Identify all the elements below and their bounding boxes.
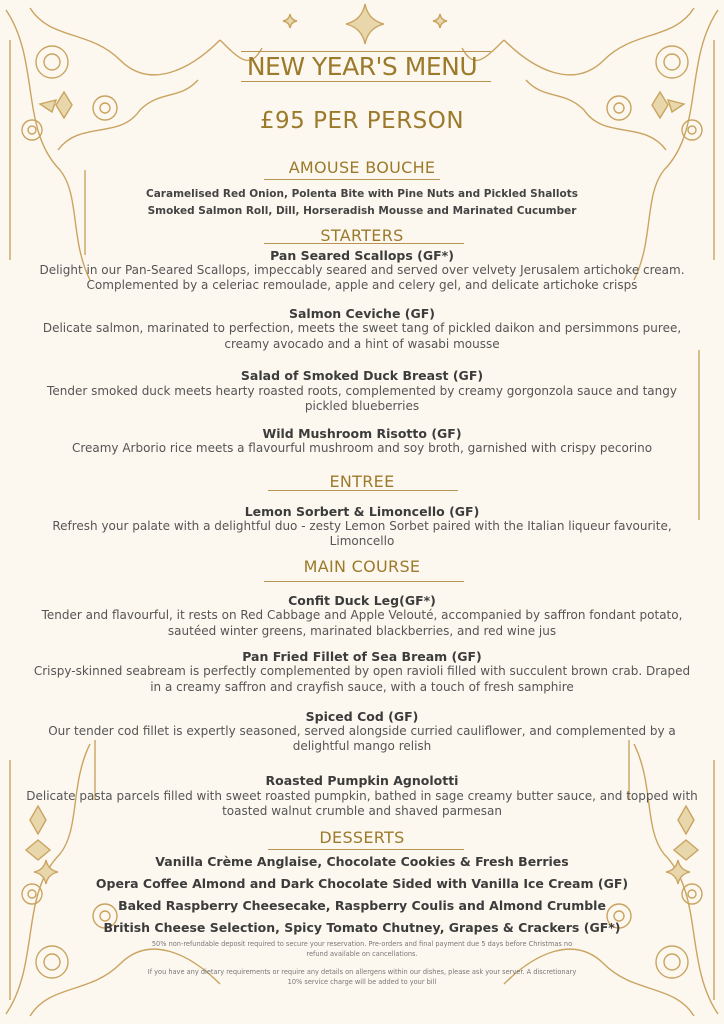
section-rule <box>268 490 458 491</box>
dish-name: Spiced Cod (GF) <box>305 709 419 724</box>
section-rule <box>264 243 464 244</box>
dish-description: Limoncello <box>329 534 395 548</box>
dish-description: Tender smoked duck meets hearty roasted roots, complemented by creamy gorgonzola sauce and tangy <box>47 384 677 398</box>
dish-name: Confit Duck Leg(GF*) <box>288 593 436 608</box>
dish-description: delightful mango relish <box>292 739 432 753</box>
dish-description: Creamy Arborio rice meets a flavourful mushroom and soy broth, garnished with crispy pecorino <box>71 441 653 455</box>
dish-name: Salmon Ceviche (GF) <box>288 306 436 321</box>
dish-name: Wild Mushroom Risotto (GF) <box>262 426 462 441</box>
section-heading-main: MAIN COURSE <box>303 557 421 576</box>
section-rule <box>264 581 464 582</box>
dish-description: Refresh your palate with a delightful duo - zesty Lemon Sorbet paired with the Italian liqueur favourite, <box>52 519 672 533</box>
section-heading-entree: ENTREE <box>329 472 395 491</box>
section-heading-starters: STARTERS <box>320 226 404 245</box>
dish-description: Our tender cod fillet is expertly seasoned, served alongside curried cauliflower, and complemented by a <box>48 724 676 738</box>
deposit-note: refund available on cancellations. <box>306 950 418 958</box>
dish-description: Delicate pasta parcels filled with sweet roasted pumpkin, bathed in sage creamy butter sauce, and topped with <box>26 789 698 803</box>
dish-description: pickled blueberries <box>304 399 420 413</box>
dish-description: Delight in our Pan-Seared Scallops, impeccably seared and served over velvety Jerusalem artichoke cream. <box>39 263 685 277</box>
dish-description: Delicate salmon, marinated to perfection, meets the sweet tang of pickled daikon and persimmons puree, <box>42 321 682 335</box>
dessert-item: Vanilla Crème Anglaise, Chocolate Cookies & Fresh Berries <box>155 854 569 869</box>
dessert-item: British Cheese Selection, Spicy Tomato Chutney, Grapes & Crackers (GF*) <box>103 920 621 935</box>
dish-name: Pan Fried Fillet of Sea Bream (GF) <box>242 649 482 664</box>
title-rule-bottom <box>241 81 491 82</box>
dietary-note: If you have any dietary requirements or require any details on allergens within our dishes, please ask your server. A discretionary <box>147 968 577 976</box>
dietary-note: 10% service charge will be added to your bill <box>287 978 437 986</box>
dish-name: Salad of Smoked Duck Breast (GF) <box>240 368 484 383</box>
amouse-item: Smoked Salmon Roll, Dill, Horseradish Mousse and Marinated Cucumber <box>147 205 577 217</box>
dish-description: creamy avocado and a hint of wasabi mousse <box>224 337 500 351</box>
dish-name: Pan Seared Scallops (GF*) <box>270 248 454 263</box>
menu-title: NEW YEAR'S MENU <box>246 52 478 81</box>
section-heading-desserts: DESSERTS <box>319 828 405 847</box>
dish-description: sautéed winter greens, marinated blackberries, and red wine jus <box>167 624 557 638</box>
price-per-person: £95 PER PERSON <box>259 108 465 134</box>
dish-description: Crispy-skinned seabream is perfectly complemented by open ravioli filled with succulent brown crab. Draped <box>33 664 691 678</box>
dish-name: Roasted Pumpkin Agnolotti <box>265 773 459 788</box>
dish-name: Lemon Sorbert & Limoncello (GF) <box>244 504 480 519</box>
dish-description: toasted walnut crumble and shaved parmesan <box>222 804 502 818</box>
dish-description: in a creamy saffron and crayfish sauce, with a touch of fresh samphire <box>150 680 574 694</box>
dish-description: Complemented by a celeriac remoulade, apple and celery gel, and delicate artichoke crisps <box>86 278 638 292</box>
deposit-note: 50% non-refundable deposit required to secure your reservation. Pre-orders and final payment due 5 days before Christmas no <box>151 940 573 948</box>
dish-description: Tender and flavourful, it rests on Red Cabbage and Apple Velouté, accompanied by saffron fondant potato, <box>41 608 683 622</box>
amouse-item: Caramelised Red Onion, Polenta Bite with Pine Nuts and Pickled Shallots <box>146 188 578 200</box>
section-rule <box>268 849 464 850</box>
dessert-item: Baked Raspberry Cheesecake, Raspberry Coulis and Almond Crumble <box>118 898 606 913</box>
dessert-item: Opera Coffee Almond and Dark Chocolate Sided with Vanilla Ice Cream (GF) <box>95 876 629 891</box>
section-rule <box>264 179 440 180</box>
section-heading-amouse: AMOUSE BOUCHE <box>288 158 436 177</box>
